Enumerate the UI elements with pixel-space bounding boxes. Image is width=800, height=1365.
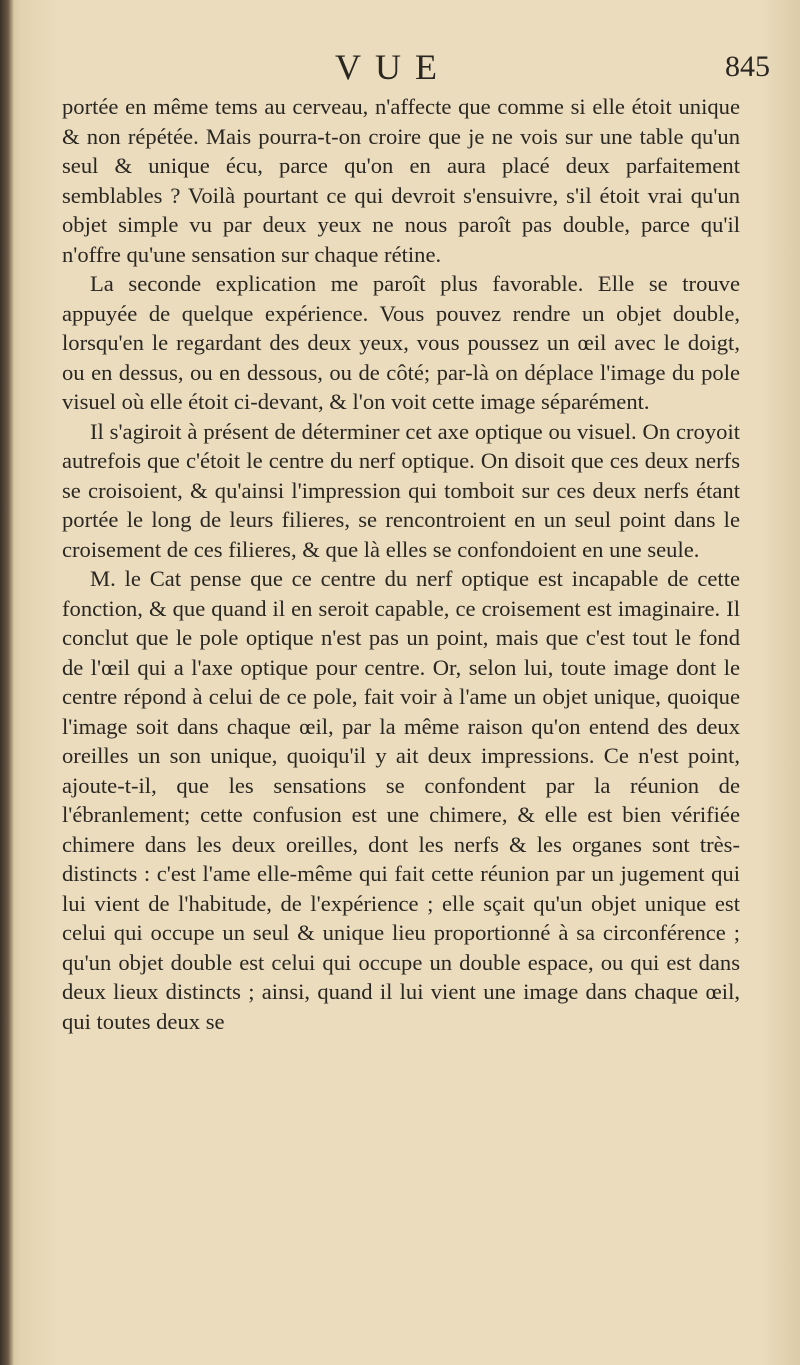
book-binding bbox=[0, 0, 14, 1365]
page-body bbox=[62, 92, 740, 1036]
page-number: 845 bbox=[725, 50, 770, 83]
paragraph-3: Il s'agiroit à présent de déterminer cet axe optique ou visuel. On croyoit autrefois que c'étoit le centre du nerf optique. On disoit que ces deux nerfs se croisoient, & qu'ainsi l'impression qui tomboit sur ces deux nerfs étant portée le long de leurs filieres, se rencontroient en un seul point dans le croisement de ces filieres, & que là elles se confondoient en une seule. bbox=[62, 418, 740, 562]
paragraph-4: M. le Cat pense que ce centre du nerf optique est incapable de cette fonction, & que quand il en seroit capable, ce croisement est imaginaire. Il conclut que le pole optique n'est pas un point, mais que c'est tout le fond de l'œil qui a l'axe optique pour centre. Or, selon lui, toute image dont le centre répond à celui de ce pole, fait voir à l'ame un objet unique, quoique l'image soit dans chaque œil, par la même raison qu'on entend des deux oreilles un son unique, quoiqu'il y ait deux impressions. Ce n'est point, ajoute-t-il, que les sensations se confondent par la réunion de l'ébranlement; cette confusion est une chimere, & elle est bien vérifiée chimere dans les deux oreilles, dont les nerfs & les organes sont très-distincts : c'est l'ame elle-même qui fait cette réunion par un jugement qui lui vient de l'habitude, de l'expérience ; elle sçait qu'un objet unique est celui qui occupe un seul & unique lieu proportionné à sa circonférence ; qu'un objet double est celui qui occupe un double espace, ou qui est dans deux lieux distincts ; ainsi, quand il lui vient une image dans chaque œil, qui toutes deux se bbox=[62, 566, 740, 1034]
page-header bbox=[70, 36, 770, 86]
running-head: VUE bbox=[335, 47, 451, 87]
paragraph-1: portée en même tems au cerveau, n'affecte que comme si elle étoit unique & non répétée. Mais pourra-t-on croire que je ne vois sur une table qu'un seul & unique écu, parce qu'on en aura placé deux parfaitement semblables ? Voilà pourtant ce qui devroit s'ensuivre, s'il étoit vrai qu'un objet simple vu par deux yeux ne nous paroît pas double, parce qu'il n'offre qu'une sensation sur chaque rétine. bbox=[62, 94, 740, 267]
paragraph-2: La seconde explication me paroît plus favorable. Elle se trouve appuyée de quelque expérience. Vous pouvez rendre un objet double, lorsqu'en le regardant des deux yeux, vous poussez un œil avec le doigt, ou en dessus, ou en dessous, ou de côté; par-là on déplace l'image du pole visuel où elle étoit ci-devant, & l'on voit cette image séparément. bbox=[62, 271, 740, 414]
